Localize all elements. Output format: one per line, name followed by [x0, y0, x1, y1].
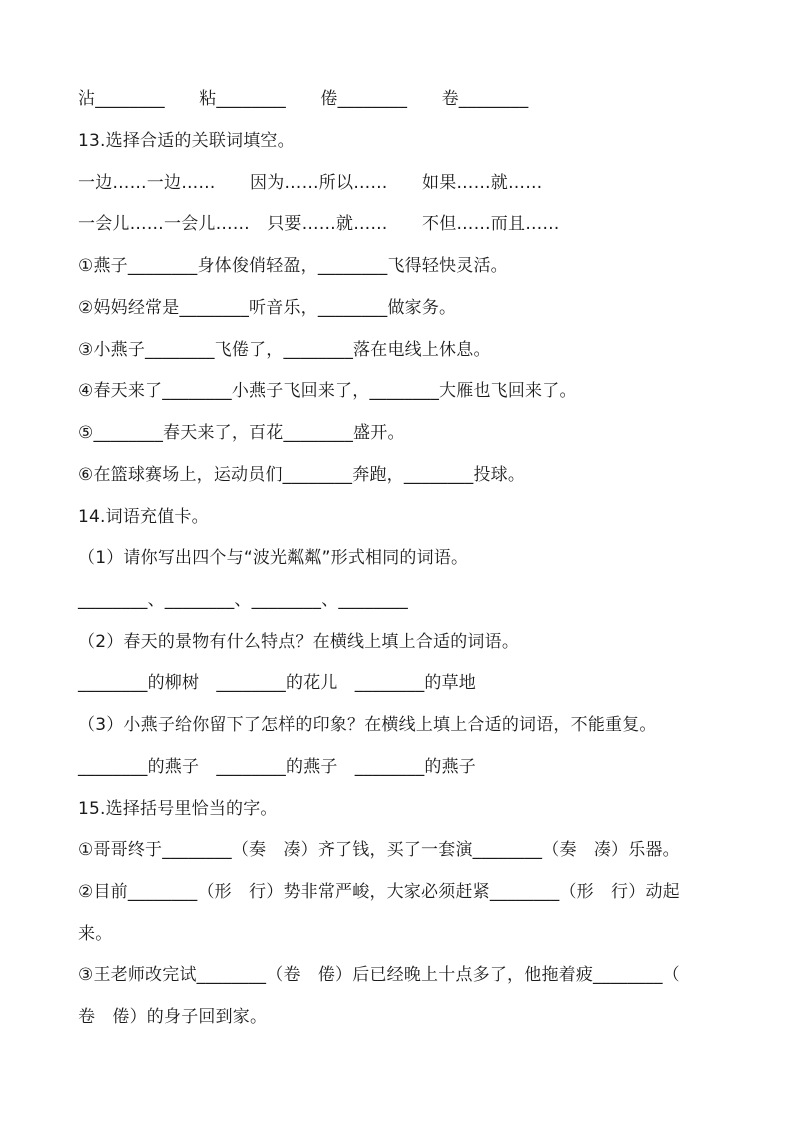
q15-item-1: ①哥哥终于________（奏 凑）齐了钱，买了一套演________（奏 凑）乐器。: [78, 840, 680, 860]
q13-item-3: ③小燕子________飞倦了，________落在电线上休息。: [78, 340, 491, 360]
q15-item-3-continued: 卷 倦）的身子回到家。: [78, 1007, 268, 1027]
conjunction-options-row-2: 一会儿……一会儿…… 只要……就…… 不但……而且……: [78, 214, 560, 234]
q14-part-3-prompt: （3）小燕子给你留下了怎样的印象？在横线上填上合适的词语，不能重复。: [78, 715, 657, 735]
q14-part-1-prompt: （1）请你写出四个与“波光粼粼”形式相同的词语。: [78, 548, 469, 568]
q14-part-3-blanks: ________的燕子 ________的燕子 ________的燕子: [78, 757, 476, 777]
q14-part-2-prompt: （2）春天的景物有什么特点？在横线上填上合适的词语。: [78, 632, 520, 652]
question-15-title: 15.选择括号里恰当的字。: [78, 799, 278, 819]
q15-item-2-continued: 来。: [78, 924, 113, 944]
q13-item-6: ⑥在篮球赛场上，运动员们________奔跑，________投球。: [78, 465, 526, 485]
q15-item-2: ②目前________（形 行）势非常严峻，大家必须赶紧________（形 行）动起: [78, 882, 680, 902]
q15-item-3: ③王老师改完试________（卷 倦）后已经晚上十点多了，他拖着疲________（: [78, 965, 680, 985]
question-14-title: 14.词语充值卡。: [78, 507, 209, 527]
q14-part-2-blanks: ________的柳树 ________的花儿 ________的草地: [78, 673, 476, 693]
word-line-zhan-zhan-juan-juan: 沾________ 粘________ 倦________ 卷________: [78, 89, 529, 109]
q13-item-5: ⑤________春天来了，百花________盛开。: [78, 423, 405, 443]
q13-item-4: ④春天来了________小燕子飞回来了，________大雁也飞回来了。: [78, 381, 577, 401]
conjunction-options-row-1: 一边……一边…… 因为……所以…… 如果……就……: [78, 173, 543, 193]
q13-item-1: ①燕子________身体俊俏轻盈，________飞得轻快灵活。: [78, 256, 508, 276]
question-13-title: 13.选择合适的关联词填空。: [78, 131, 295, 151]
q14-part-1-blanks: ________、________、________、________: [78, 590, 408, 610]
q13-item-2: ②妈妈经常是________听音乐，________做家务。: [78, 298, 457, 318]
